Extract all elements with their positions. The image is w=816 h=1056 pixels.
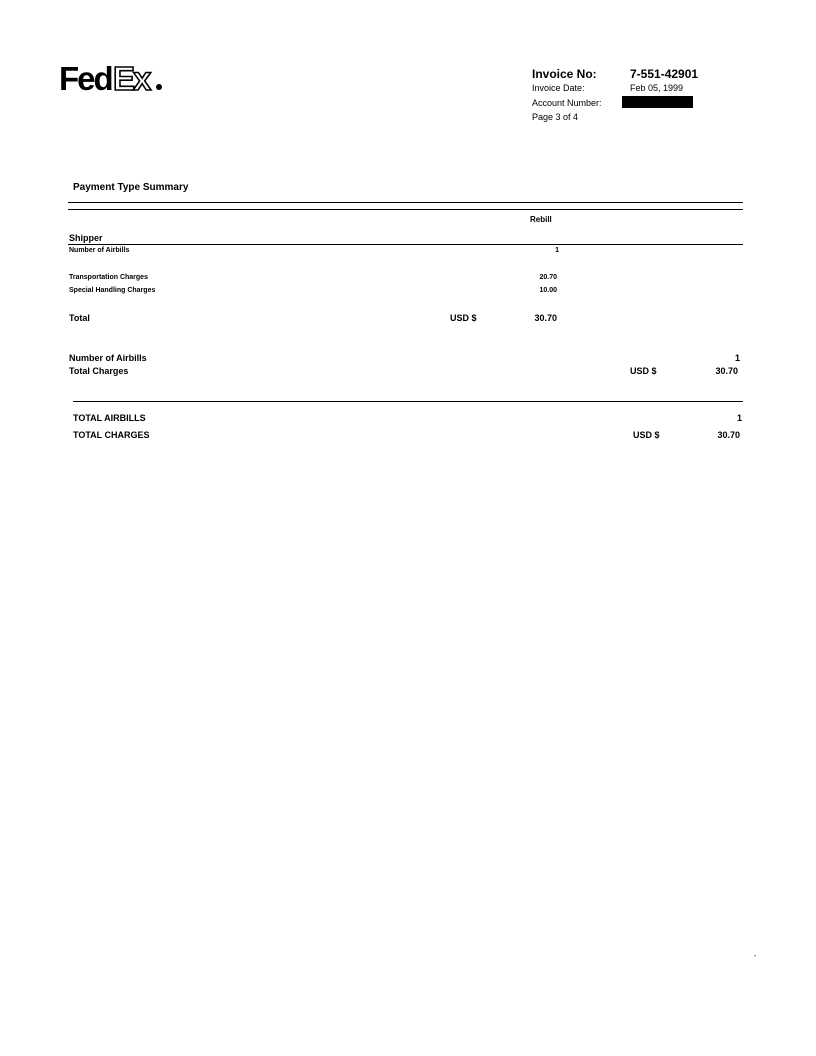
summary-charges-currency: USD $	[630, 366, 657, 376]
invoice-date-value: Feb 05, 1999	[630, 83, 684, 93]
grand-total-rule	[73, 401, 743, 402]
section-title: Payment Type Summary	[73, 182, 189, 193]
summary-airbills-value: 1	[734, 353, 740, 363]
grand-total-charges-currency: USD $	[633, 430, 660, 440]
account-number-label: Account Number:	[532, 98, 602, 108]
footer-mark: -	[754, 953, 757, 960]
column-header-rebill: Rebill	[530, 215, 552, 224]
shipper-total-label: Total	[69, 313, 90, 323]
invoice-no-label: Invoice No:	[532, 67, 597, 81]
invoice-no-value: 7-551-42901	[630, 67, 699, 81]
top-rule-1	[68, 202, 743, 203]
shipper-total-currency: USD $	[450, 313, 477, 323]
invoice-date-label: Invoice Date:	[532, 83, 585, 93]
transport-charges-value: 20.70	[539, 274, 557, 281]
svg-text:Fed: Fed	[59, 62, 112, 96]
top-rule-2	[68, 209, 743, 210]
special-handling-label: Special Handling Charges	[69, 287, 156, 294]
grand-total-airbills-value: 1	[736, 413, 742, 423]
transport-charges-label: Transportation Charges	[69, 274, 148, 281]
shipper-rule	[68, 244, 743, 245]
summary-airbills-label: Number of Airbills	[69, 353, 147, 363]
shipper-heading: Shipper	[69, 233, 103, 243]
shipper-airbills-label: Number of Airbills	[69, 247, 130, 254]
shipper-total-value: 30.70	[534, 313, 557, 323]
page-indicator: Page 3 of 4	[532, 112, 579, 122]
fedex-logo	[59, 62, 163, 96]
account-number-redaction	[622, 96, 693, 108]
grand-total-charges-label: TOTAL CHARGES	[73, 430, 150, 440]
grand-total-airbills-label: TOTAL AIRBILLS	[73, 413, 146, 423]
special-handling-value: 10.00	[539, 287, 557, 294]
summary-charges-value: 30.70	[715, 366, 738, 376]
fedex-logo-ex: Ex	[113, 62, 150, 96]
grand-total-charges-value: 30.70	[717, 430, 740, 440]
shipper-airbills-value: 1	[555, 247, 559, 254]
summary-charges-label: Total Charges	[69, 366, 129, 376]
